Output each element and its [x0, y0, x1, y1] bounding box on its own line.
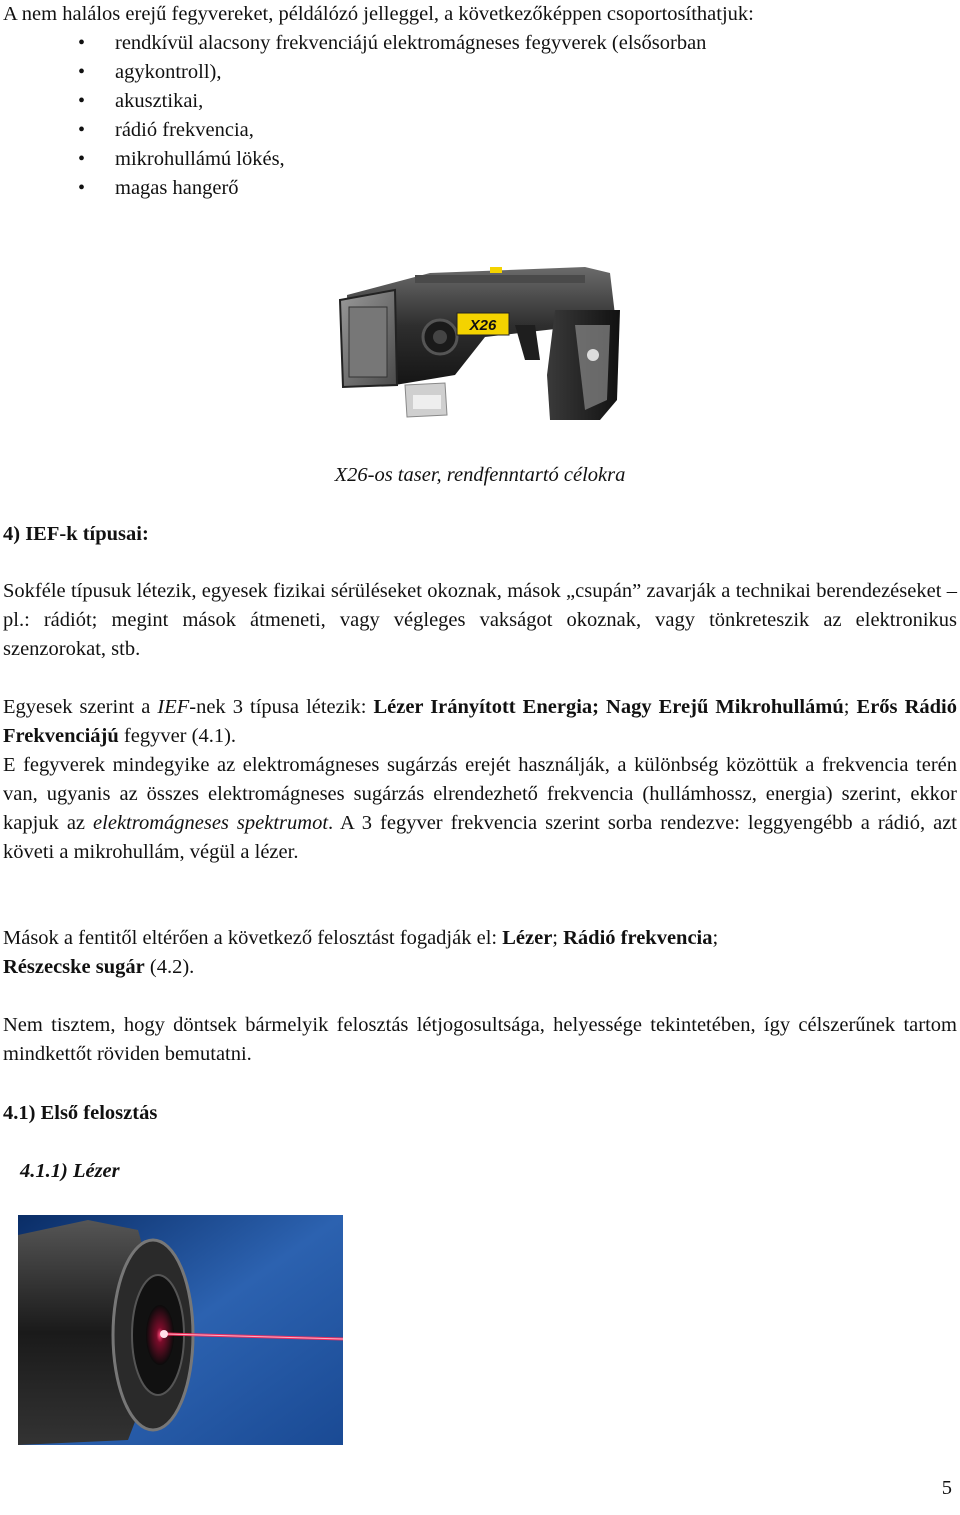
taser-image	[335, 255, 630, 430]
paragraph-other-division: Mások a fentitől eltérően a következő felosztást fogadják el: Lézer; Rádió frekvencia; Részecske sugár (4.2).	[3, 927, 719, 978]
list-item: • rendkívül alacsony frekvenciájú elektromágneses fegyverek (elsősorban	[80, 29, 880, 58]
weapon-type-list	[80, 29, 880, 203]
laser-illustration	[18, 1215, 343, 1445]
section-heading: 4) IEF-k típusai:	[3, 523, 149, 545]
list-item-continuation: • agykontroll),	[80, 58, 880, 87]
subsection-heading: 4.1) Első felosztás	[3, 1102, 158, 1124]
paragraph-author-note: Nem tisztem, hogy döntsek bármelyik felosztás létjogosultsága, helyessége tekintetében, így célszerűnek tartom mindkettőt röviden bemutatni.	[3, 1014, 957, 1065]
paragraph-types: Sokféle típusuk létezik, egyesek fizikai sérüléseket okoznak, mások „csupán” zavarják a technikai berendezéseket – pl.: rádiót; megint mások átmeneti, vagy végleges vakságot okoznak, vagy tönkreteszik az elektronikus szenzorokat, stb.	[3, 580, 957, 660]
taser-logo: X26	[469, 317, 497, 334]
page-number: 5	[941, 1477, 952, 1499]
subsubsection-heading: 4.1.1) Lézer	[20, 1160, 120, 1182]
taser-caption: X26-os taser, rendfenntartó célokra	[334, 464, 626, 486]
list-item: • mikrohullámú lökés,	[80, 145, 880, 174]
list-item: • akusztikai,	[80, 87, 880, 116]
list-item: • rádió frekvencia,	[80, 116, 880, 145]
list-item: • magas hangerő	[80, 174, 880, 203]
laser-image	[18, 1215, 343, 1445]
intro-text: A nem halálos erejű fegyvereket, példálózó jelleggel, a következőképpen csoportosíthatjuk:	[3, 3, 754, 25]
taser-illustration	[335, 255, 630, 430]
paragraph-ief-types: Egyesek szerint a IEF-nek 3 típusa létezik: Lézer Irányított Energia; Nagy Erejű Mikrohullámú; Erős Rádió Frekvenciájú fegyver (4.1). E fegyverek mindegyike az elektromágneses sugárzás erejét használják, a különbség közöttük a frekvencia terén van, ugyanis az összes elektromágneses sugárzás elrendezhető frekvencia (hullámhossz, energia) szerint, ekkor kapjuk az elektromágneses spektrumot. A 3 fegyver frekvencia szerint sorba rendezve: leggyengébb a rádió, azt követi a mikrohullám, végül a lézer.	[3, 696, 957, 863]
